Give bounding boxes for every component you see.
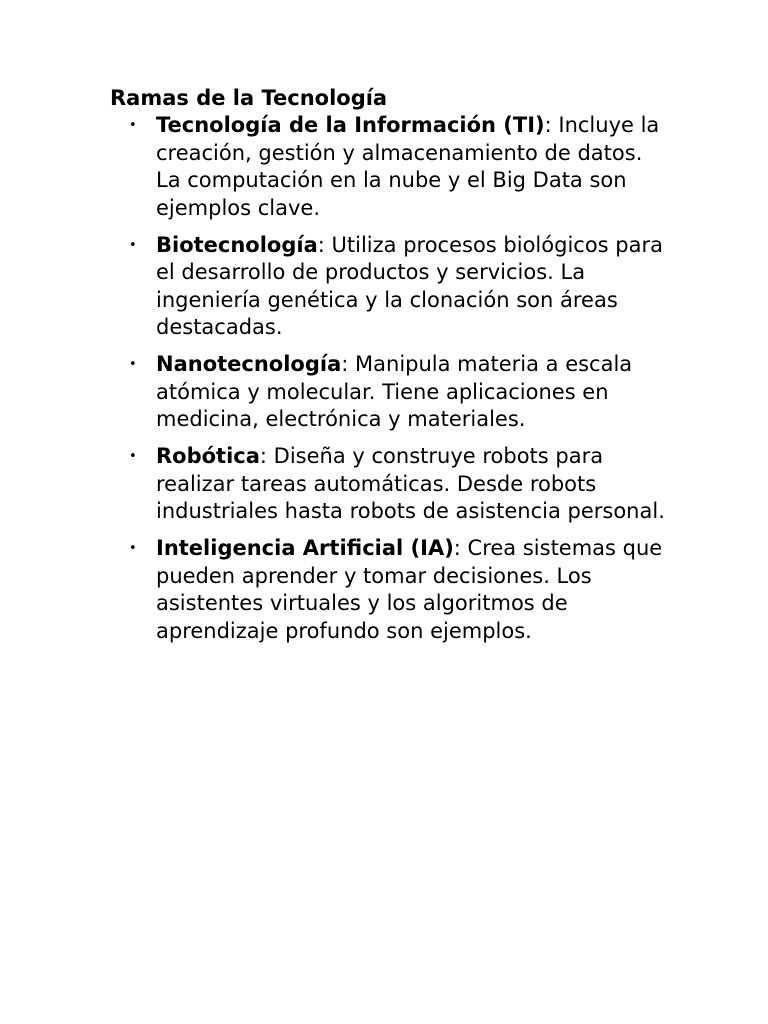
list-item-nanotecnologia xyxy=(110,351,670,434)
item-description: : Crea sistemas que pueden aprender y tomar decisiones. Los asistentes virtuales y los algoritmos de aprendizaje profundo son ejemplos. xyxy=(156,536,663,643)
item-description: : Utiliza procesos biológicos para el desarrollo de productos y servicios. La ingeniería genética y la clonación son áreas destacadas. xyxy=(156,232,663,339)
bullet-icon: • xyxy=(129,237,137,253)
list-item-ti xyxy=(110,112,670,222)
item-term: Inteligencia Artificial (IA) xyxy=(156,536,454,560)
item-term: Tecnología de la Información (TI) xyxy=(156,113,545,137)
item-description: : Incluye la creación, gestión y almacenamiento de datos. La computación en la nube y el Big Data son ejemplos clave. xyxy=(156,113,660,220)
document-title: Ramas de la Tecnología xyxy=(110,86,388,110)
item-term: Biotecnología xyxy=(156,232,318,257)
bullet-icon: • xyxy=(129,118,137,133)
item-description: : Manipula materia a escala atómica y molecular. Tiene aplicaciones en medicina, electrónica y materiales. xyxy=(156,352,633,431)
bullet-icon: • xyxy=(129,449,137,464)
item-term: Nanotecnología xyxy=(156,352,342,376)
item-description: : Diseña y construye robots para realizar tareas automáticas. Desde robots industriales hasta robots de asistencia personal. xyxy=(156,444,665,523)
bullet-icon: • xyxy=(129,541,137,556)
bullet-icon: • xyxy=(129,357,137,372)
list-item-robotica xyxy=(110,443,670,526)
list-item-biotecnologia xyxy=(110,232,670,342)
document-page xyxy=(110,84,670,655)
list-item-ia xyxy=(110,535,670,645)
branch-list xyxy=(110,112,670,645)
item-term: Robótica xyxy=(156,444,260,468)
